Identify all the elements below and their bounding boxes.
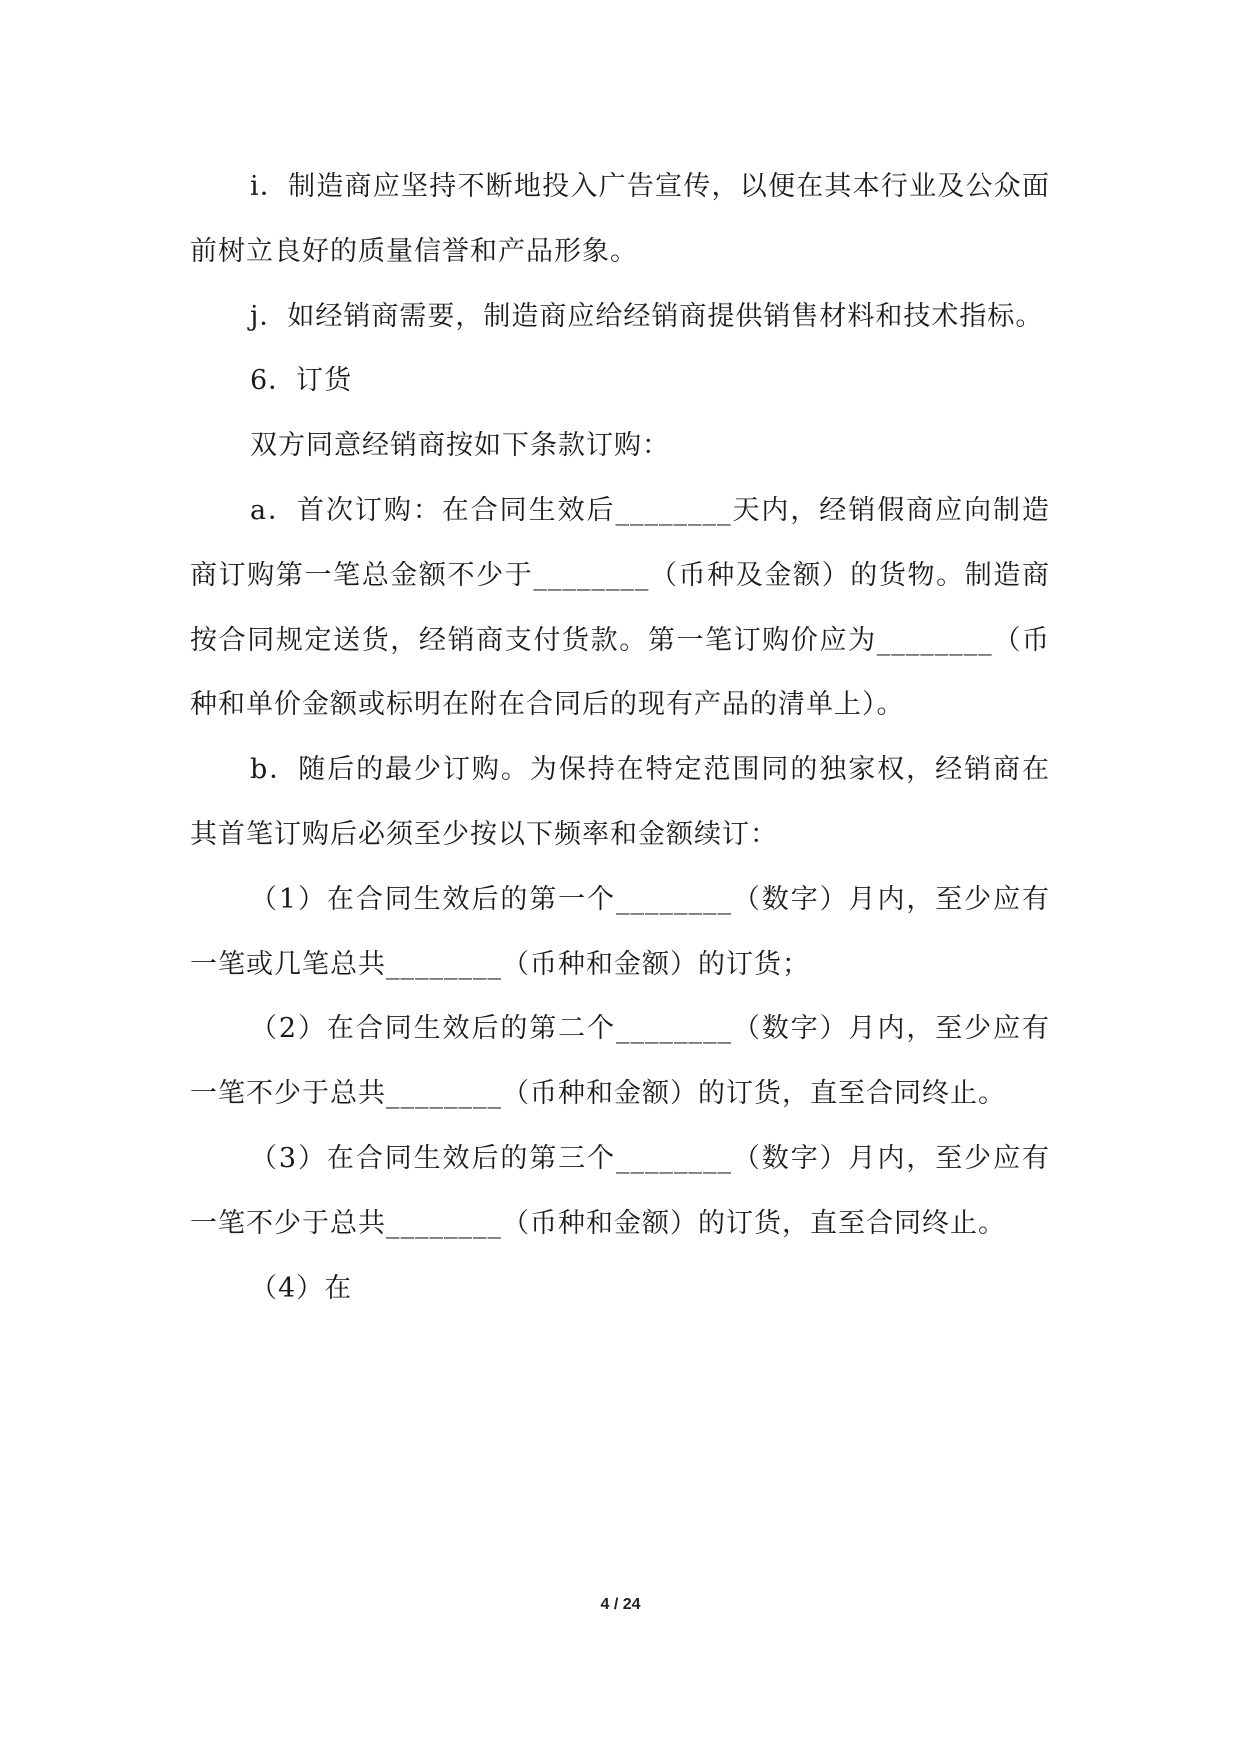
paragraph-item-1: （1）在合同生效后的第一个________（数字）月内，至少应有一笔或几笔总共________（币种和金额）的订货； xyxy=(190,883,1050,980)
paragraph-clause-i: i．制造商应坚持不断地投入广告宣传，以便在其本行业及公众面前树立良好的质量信誉和产品形象。 xyxy=(190,171,1050,267)
paragraph-clause-a: a．首次订购：在合同生效后________天内，经销假商应向制造商订购第一笔总金额不少于________（币种及金额）的货物。制造商按合同规定送货，经销商支付货款。第一笔订购价应为________（币种和单价金额或标明在附在合同后的现有产品的清单上）。 xyxy=(190,494,1050,721)
paragraph-clause-j: j．如经销商需要，制造商应给经销商提供销售材料和技术指标。 xyxy=(250,300,1044,332)
paragraph-item-2: （2）在合同生效后的第二个________（数字）月内，至少应有一笔不少于总共________（币种和金额）的订货，直至合同终止。 xyxy=(190,1013,1050,1110)
section-heading-ordering: 6．订货 xyxy=(250,365,353,397)
paragraph-clause-b: b．随后的最少订购。为保持在特定范围同的独家权，经销商在其首笔订购后必须至少按以下频率和金额续订： xyxy=(190,754,1050,850)
document-body xyxy=(190,155,1050,1321)
paragraph-item-3: （3）在合同生效后的第三个________（数字）月内，至少应有一笔不少于总共________（币种和金额）的订货，直至合同终止。 xyxy=(190,1142,1050,1239)
paragraph-item-4: （4）在 xyxy=(250,1272,353,1304)
paragraph-ordering-intro: 双方同意经销商按如下条款订购： xyxy=(250,430,670,462)
page-number: 4 / 24 xyxy=(600,1596,641,1613)
